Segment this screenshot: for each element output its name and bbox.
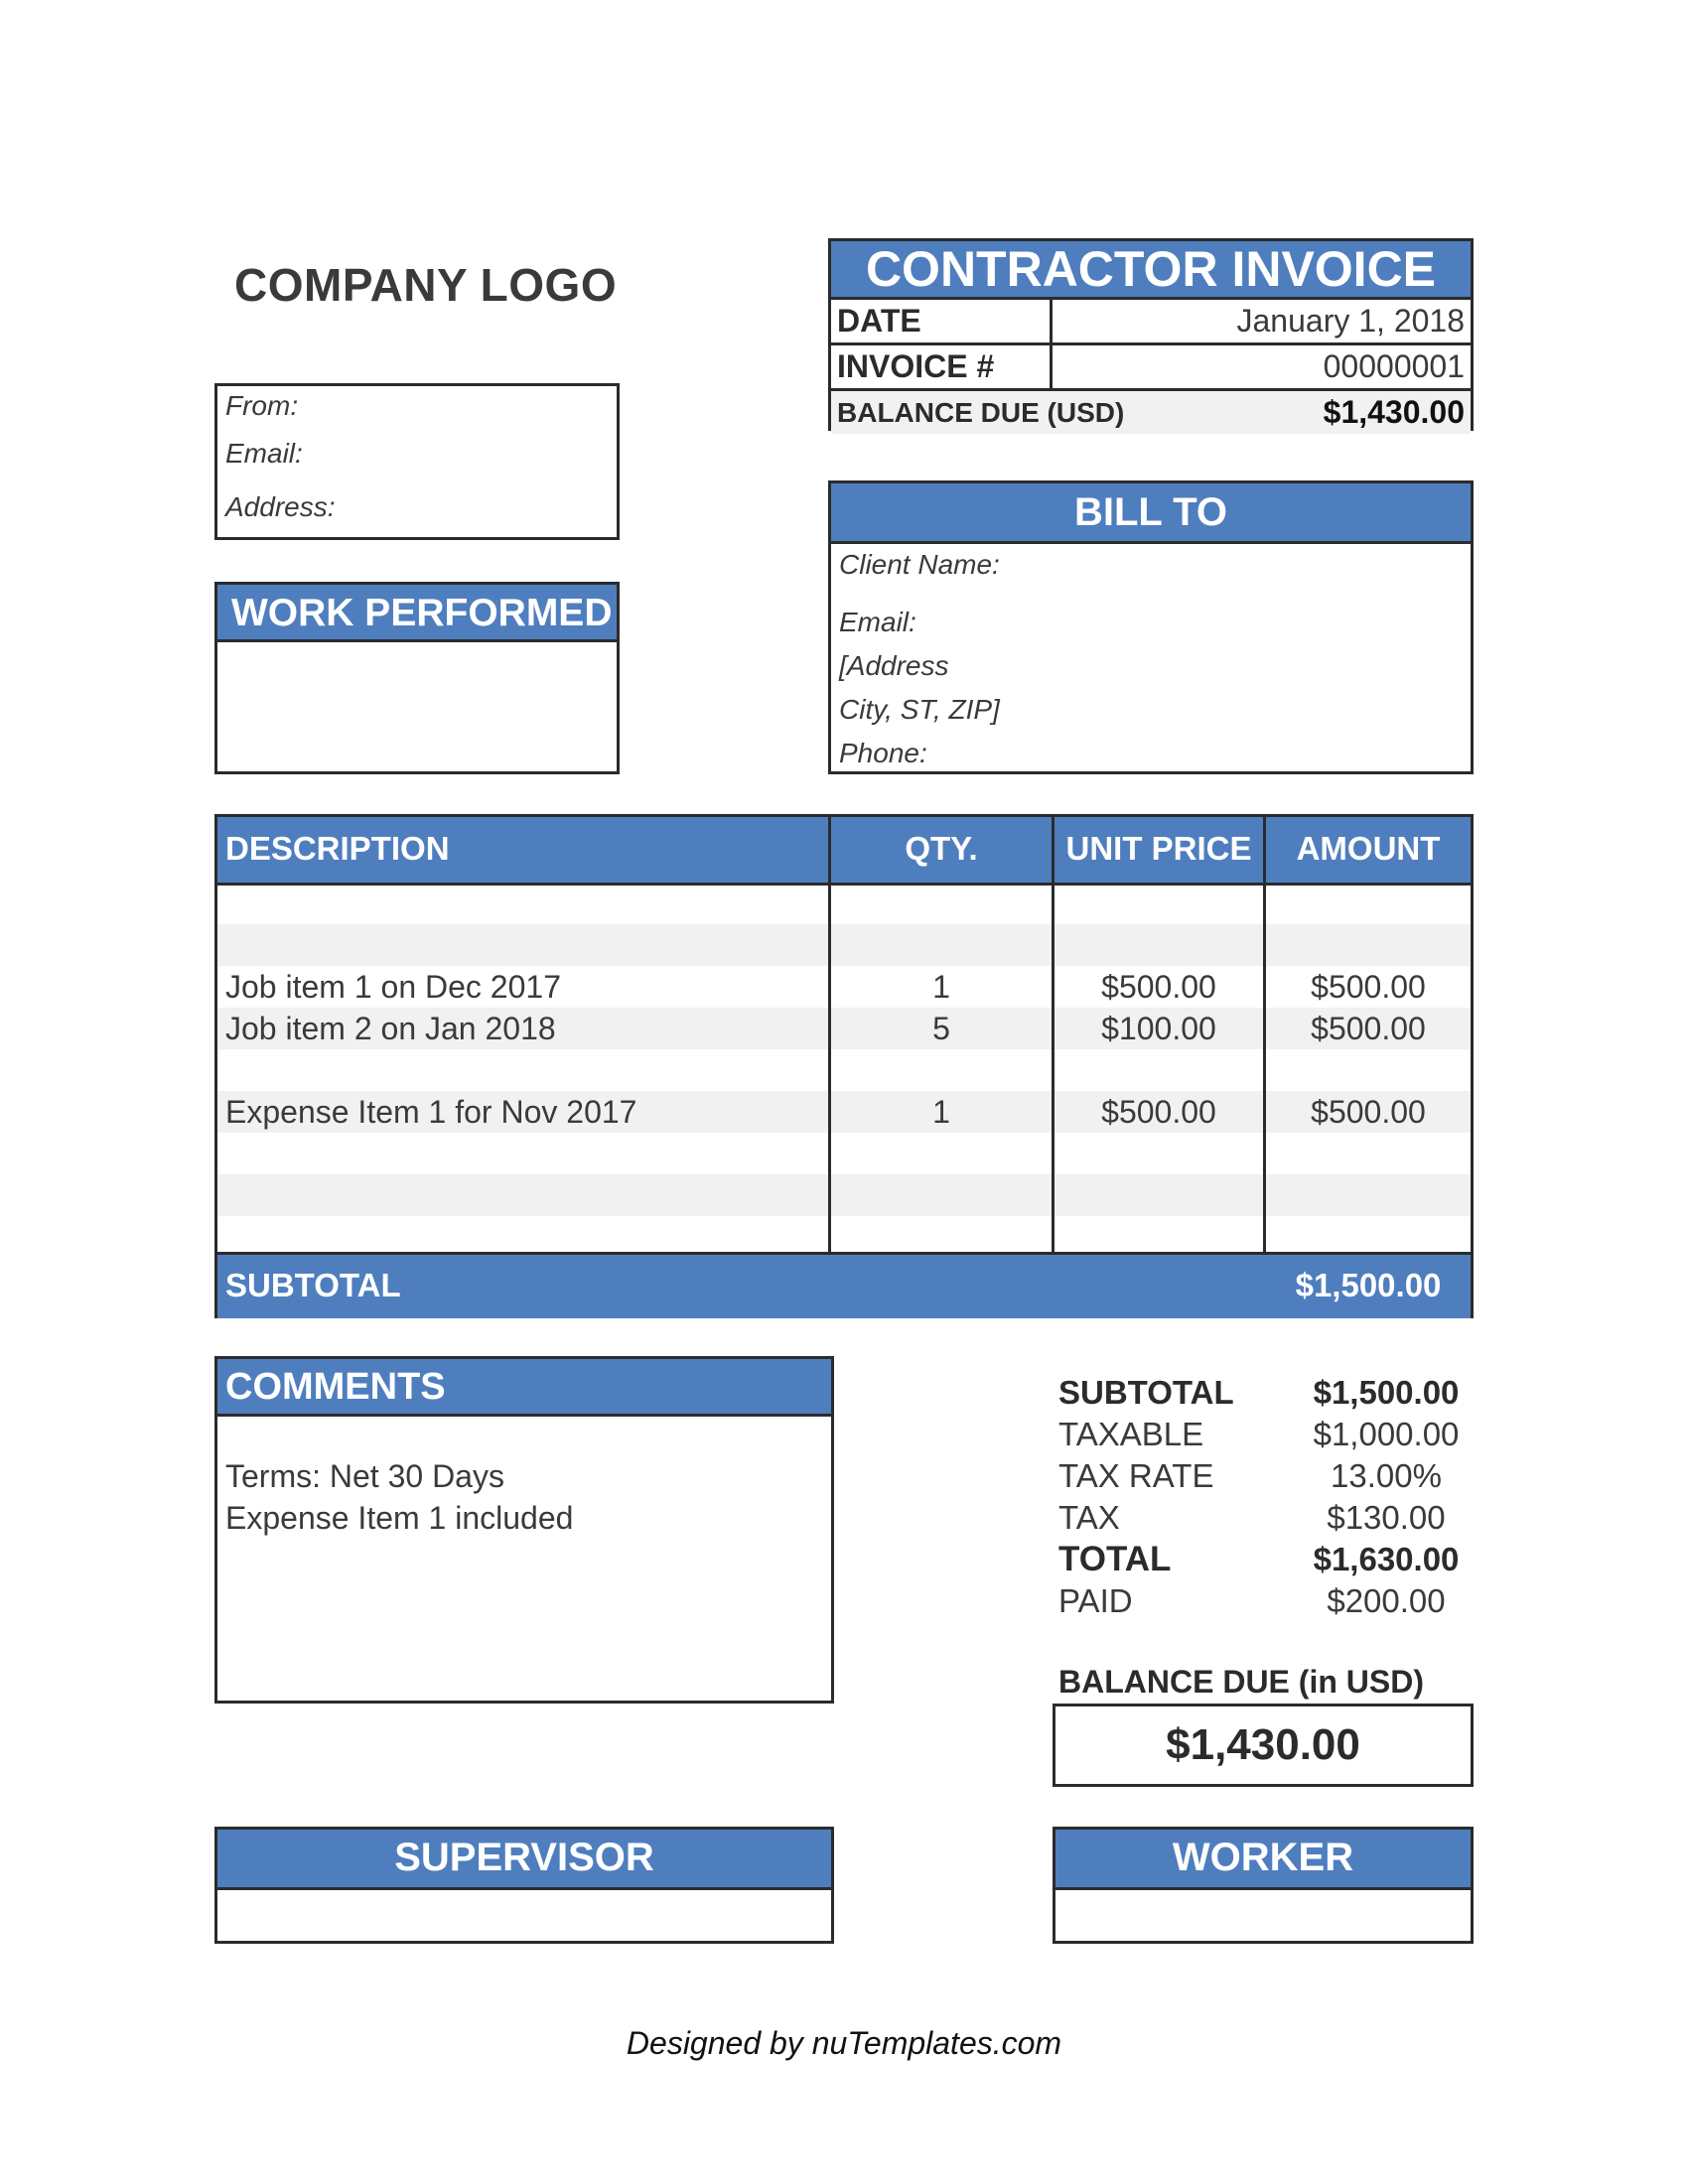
supervisor-header: SUPERVISOR	[217, 1830, 831, 1890]
table-row	[217, 1174, 1471, 1216]
totals-tax-rate-row	[1058, 1455, 1456, 1497]
unit-price-header: UNIT PRICE	[1065, 830, 1252, 867]
bill-to-city-line: City, ST, ZIP]	[839, 694, 1000, 725]
items-subtotal-value: $1,500.00	[1295, 1267, 1442, 1303]
supervisor-box	[214, 1827, 834, 1944]
bill-to-header: BILL TO	[831, 483, 1471, 544]
totals-paid-row	[1058, 1580, 1456, 1622]
table-row	[217, 1049, 1471, 1091]
item-unit-price: $500.00	[1101, 1094, 1216, 1130]
balance-due-in-usd-value: $1,430.00	[1053, 1704, 1474, 1787]
totals-taxable-row	[1058, 1414, 1460, 1455]
totals-tax-row	[1058, 1497, 1456, 1539]
totals-subtotal-label: SUBTOTAL	[1058, 1374, 1234, 1411]
balance-due-in-usd-label: BALANCE DUE (in USD)	[1058, 1664, 1424, 1700]
invoice-title: CONTRACTOR INVOICE	[831, 241, 1471, 300]
totals-tax-rate-value: 13.00%	[1331, 1457, 1442, 1494]
table-row	[217, 1133, 1471, 1174]
bill-to-phone-label: Phone:	[839, 738, 927, 768]
table-row	[217, 1008, 1471, 1049]
invoice-number-row	[831, 345, 1471, 391]
item-unit-price: $500.00	[1101, 969, 1216, 1005]
totals-taxable-value: $1,000.00	[1313, 1416, 1460, 1452]
amount-header: AMOUNT	[1296, 830, 1441, 867]
description-header: DESCRIPTION	[225, 830, 450, 867]
totals-paid-value: $200.00	[1327, 1582, 1446, 1619]
item-amount: $500.00	[1311, 969, 1426, 1005]
items-subtotal-label: SUBTOTAL	[225, 1267, 401, 1303]
from-email-label: Email:	[225, 438, 303, 469]
item-qty: 1	[932, 1094, 950, 1130]
comment-line-1: Terms: Net 30 Days	[225, 1458, 504, 1494]
invoice-number-label: INVOICE #	[837, 348, 995, 384]
comments-header: COMMENTS	[217, 1359, 831, 1417]
totals-tax-rate-label: TAX RATE	[1058, 1457, 1214, 1494]
totals-total-row	[1058, 1539, 1460, 1580]
table-row	[217, 966, 1471, 1008]
invoice-date-row	[831, 300, 1471, 345]
from-label: From:	[225, 390, 299, 421]
footer-credit: Designed by nuTemplates.com	[626, 2025, 1062, 2061]
items-table	[214, 814, 1474, 1318]
balance-due-value: $1,430.00	[1323, 394, 1465, 430]
company-logo: COMPANY LOGO	[234, 259, 618, 311]
invoice-header-table	[828, 238, 1474, 431]
bill-to-email-label: Email:	[839, 607, 916, 637]
item-qty: 1	[932, 969, 950, 1005]
totals-taxable-label: TAXABLE	[1058, 1416, 1204, 1452]
client-name-label: Client Name:	[839, 549, 1000, 580]
totals-total-value: $1,630.00	[1313, 1541, 1460, 1577]
totals-tax-value: $130.00	[1327, 1499, 1446, 1536]
totals-paid-label: PAID	[1058, 1582, 1133, 1619]
invoice-number-value: 00000001	[1323, 348, 1465, 384]
item-amount: $500.00	[1311, 1094, 1426, 1130]
items-header	[217, 817, 1471, 886]
totals-subtotal-row	[1058, 1372, 1460, 1414]
totals-total-label: TOTAL	[1058, 1540, 1172, 1578]
table-row	[217, 924, 1471, 966]
work-performed-header: WORK PERFORMED	[217, 585, 617, 642]
worker-header: WORKER	[1055, 1830, 1471, 1890]
item-description: Job item 2 on Jan 2018	[225, 1011, 556, 1046]
comment-line-2: Expense Item 1 included	[225, 1500, 574, 1536]
date-label: DATE	[837, 303, 921, 339]
item-qty: 5	[932, 1011, 950, 1046]
totals-tax-label: TAX	[1058, 1499, 1120, 1536]
date-value: January 1, 2018	[1236, 303, 1465, 339]
item-description: Job item 1 on Dec 2017	[225, 969, 561, 1005]
bill-to-address-line: [Address	[839, 650, 949, 681]
bill-to-box	[828, 480, 1474, 774]
table-row	[217, 1091, 1471, 1133]
comments-box	[214, 1356, 834, 1704]
worker-box	[1053, 1827, 1474, 1944]
items-subtotal-row	[217, 1252, 1471, 1318]
item-amount: $500.00	[1311, 1011, 1426, 1046]
from-address-label: Address:	[225, 491, 336, 522]
item-description: Expense Item 1 for Nov 2017	[225, 1094, 637, 1130]
qty-header: QTY.	[905, 830, 978, 867]
invoice-balance-row	[831, 391, 1471, 434]
totals-subtotal-value: $1,500.00	[1313, 1374, 1460, 1411]
item-unit-price: $100.00	[1101, 1011, 1216, 1046]
table-row	[217, 883, 1471, 924]
balance-due-label: BALANCE DUE (USD)	[837, 397, 1125, 428]
work-performed-box	[214, 582, 620, 774]
from-box	[214, 383, 620, 540]
